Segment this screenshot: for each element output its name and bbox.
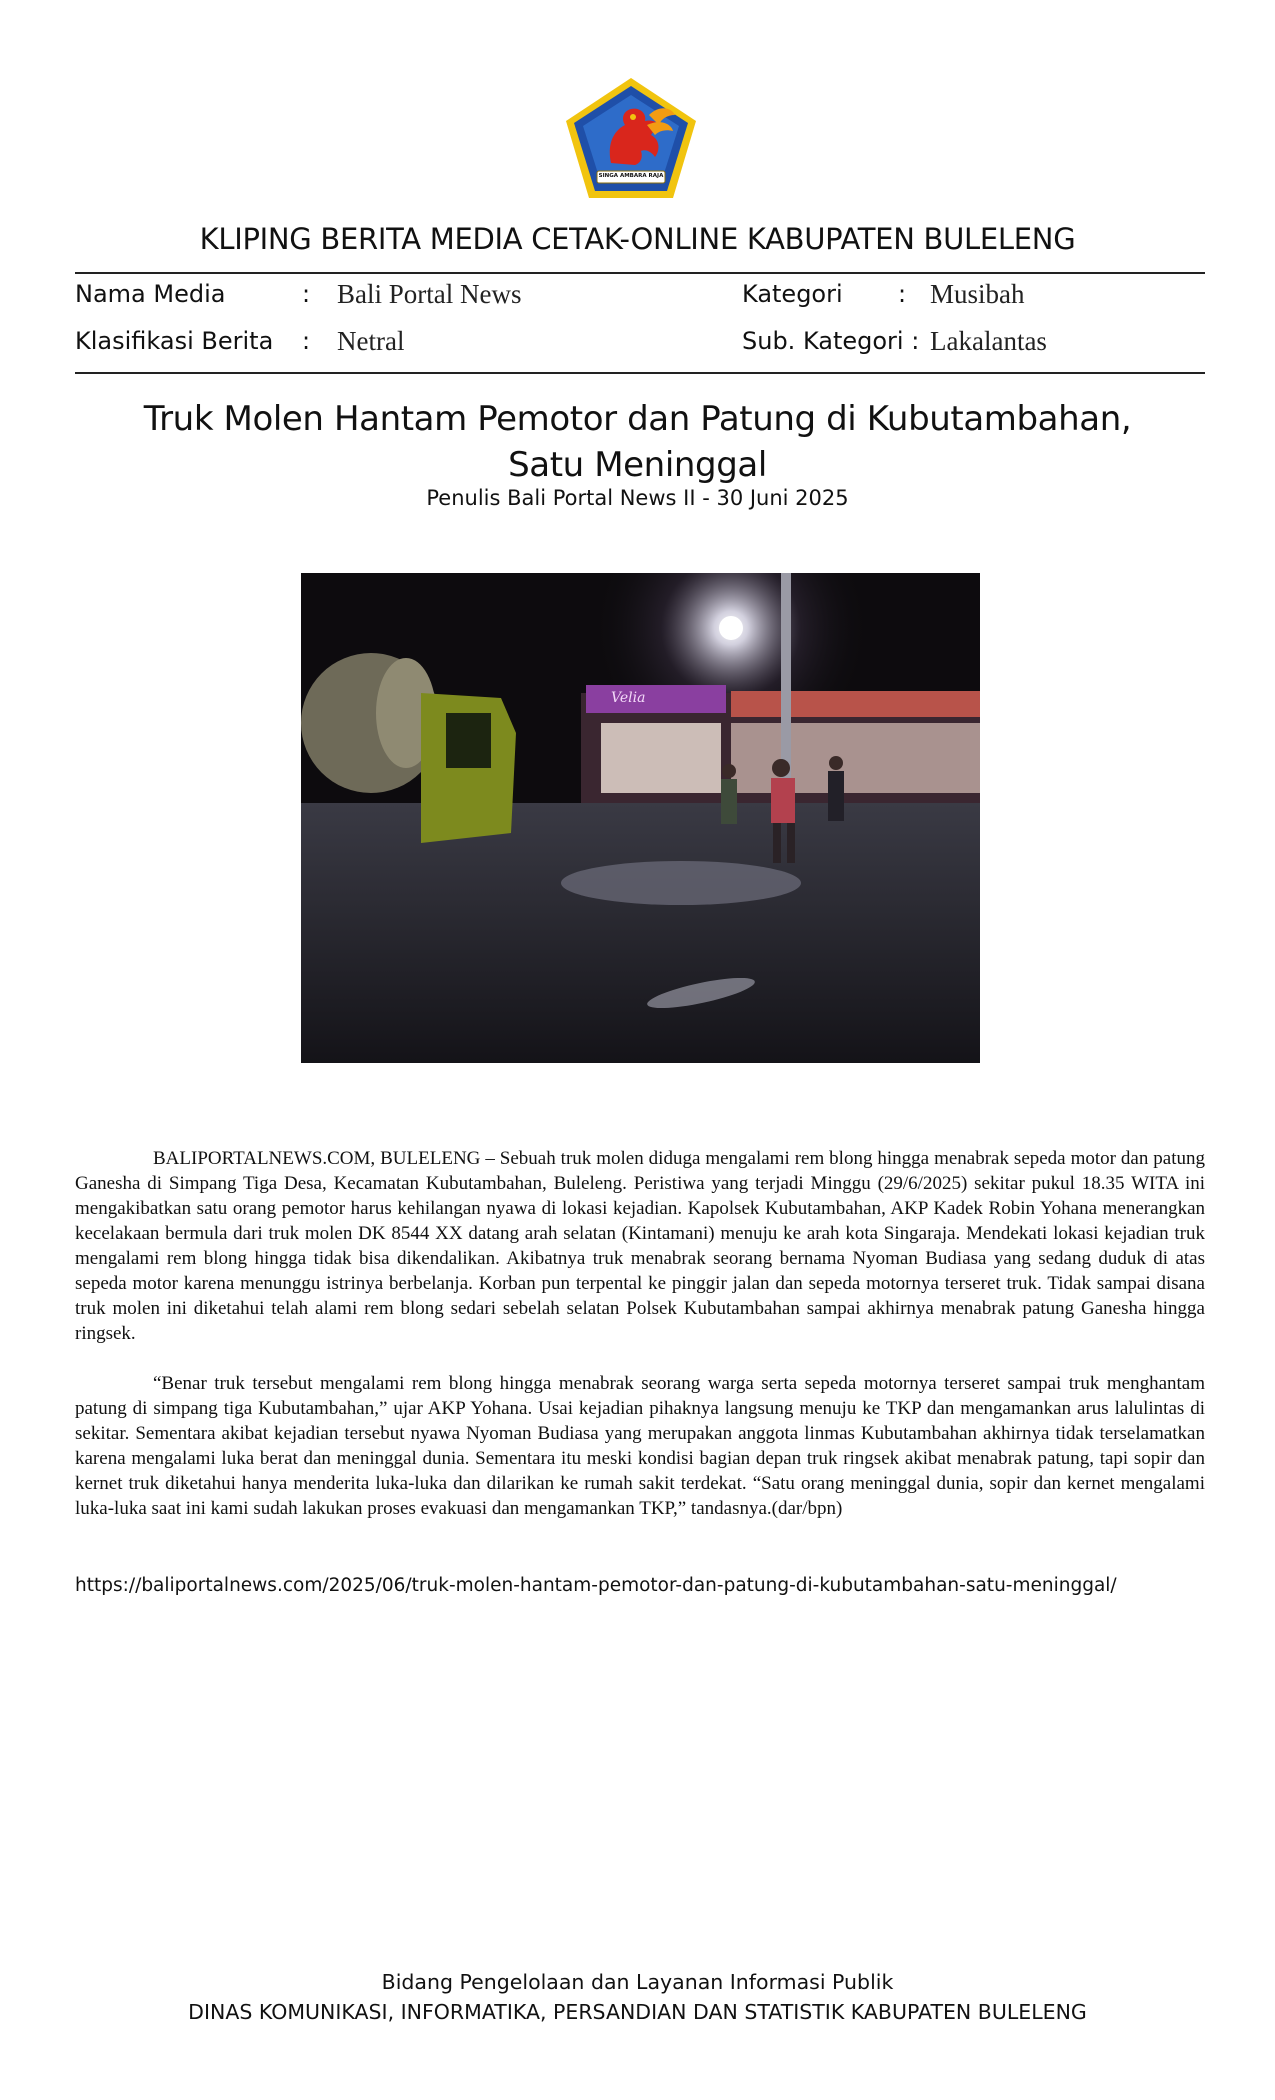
category-value: Musibah (930, 279, 1025, 309)
category-label: Kategori (742, 280, 843, 308)
header-divider-bottom (75, 372, 1205, 374)
source-url: https://baliportalnews.com/2025/06/truk-molen-hantam-pemotor-dan-patung-di-kubutambahan-satu-meninggal/ (75, 1575, 1117, 1596)
article-photo (301, 573, 980, 1063)
article-byline: Penulis Bali Portal News II - 30 Juni 2025 (426, 486, 849, 510)
sub-category-value: Lakalantas (930, 326, 1047, 356)
classification-label: Klasifikasi Berita (75, 327, 274, 355)
footer-division: Bidang Pengelolaan dan Layanan Informasi Publik (381, 1970, 894, 1994)
category-colon: : (898, 280, 907, 308)
paragraph-2: “Benar truk tersebut mengalami rem blong hingga menabrak seorang warga serta sepeda motornya terseret sampai truk menghantam patung di simpang tiga Kubutambahan,” ujar AKP Yohana. Usai kejadian pihaknya langsung menuju ke TKP dan mengamankan arus lalulintas di sekitar. Sementara akibat kejadian tersebut nyawa Nyoman Budiasa yang merupakan anggota linmas Kubutambahan akhirnya tidak terselamatkan karena mengalami luka berat dan meninggal dunia. Sementara itu meski kondisi bagian depan truk ringsek akibat menabrak patung, tapi sopir dan kernet truk diketahui hanya menderita luka-luka dan dilarikan ke rumah sakit terdekat. “Satu orang meninggal dunia, sopir dan kernet mengalami luka-luka saat ini kami sudah lakukan proses evakuasi dan mengamankan TKP,” tandasnya.(dar/bpn) (75, 1373, 1205, 1519)
headline-line-2: Satu Meninggal (508, 445, 767, 485)
header-divider-top (75, 272, 1205, 274)
classification-colon: : (302, 327, 311, 355)
article-body (75, 1146, 1205, 1546)
article-headline (75, 396, 1200, 488)
sub-category-label: Sub. Kategori : (742, 327, 920, 355)
logo-motto: SINGA AMBARA RAJA (598, 173, 664, 179)
shop-sign-text: Velia (611, 690, 646, 706)
media-name-value: Bali Portal News (337, 279, 522, 309)
paragraph-1: BALIPORTALNEWS.COM, BULELENG – Sebuah truk molen diduga mengalami rem blong hingga menabrak sepeda motor dan patung Ganesha di Simpang Tiga Desa, Kecamatan Kubutambahan, Buleleng. Peristiwa yang terjadi Minggu (29/6/2025) sekitar pukul 18.35 WITA ini mengakibatkan satu orang pemotor harus kehilangan nyawa di lokasi kejadian. Kapolsek Kubutambahan, AKP Kadek Robin Yohana menerangkan kecelakaan bermula dari truk molen DK 8544 XX datang arah selatan (Kintamani) menuju ke arah kota Singaraja. Mendekati lokasi kejadian truk mengalami rem blong hingga tidak bisa dikendalikan. Akibatnya truk menabrak seorang bernama Nyoman Budiasa yang sedang duduk di atas sepeda motor karena menunggu istrinya berbelanja. Korban pun terpental ke pinggir jalan dan sepeda motornya terseret truk. Tidak sampai disana truk molen ini diketahui telah alami rem blong sedari sebelah selatan Polsek Kubutambahan sampai akhirnya menabrak patung Ganesha hingga ringsek. (75, 1148, 1205, 1344)
document-title: KLIPING BERITA MEDIA CETAK-ONLINE KABUPATEN BULELENG (199, 222, 1076, 256)
regency-logo (563, 75, 699, 201)
headline-line-1: Truk Molen Hantam Pemotor dan Patung di Kubutambahan, (143, 399, 1132, 439)
footer-agency: DINAS KOMUNIKASI, INFORMATIKA, PERSANDIAN DAN STATISTIK KABUPATEN BULELENG (188, 2000, 1087, 2024)
media-name-label: Nama Media (75, 280, 226, 308)
media-name-colon: : (302, 280, 311, 308)
classification-value: Netral (337, 326, 405, 356)
